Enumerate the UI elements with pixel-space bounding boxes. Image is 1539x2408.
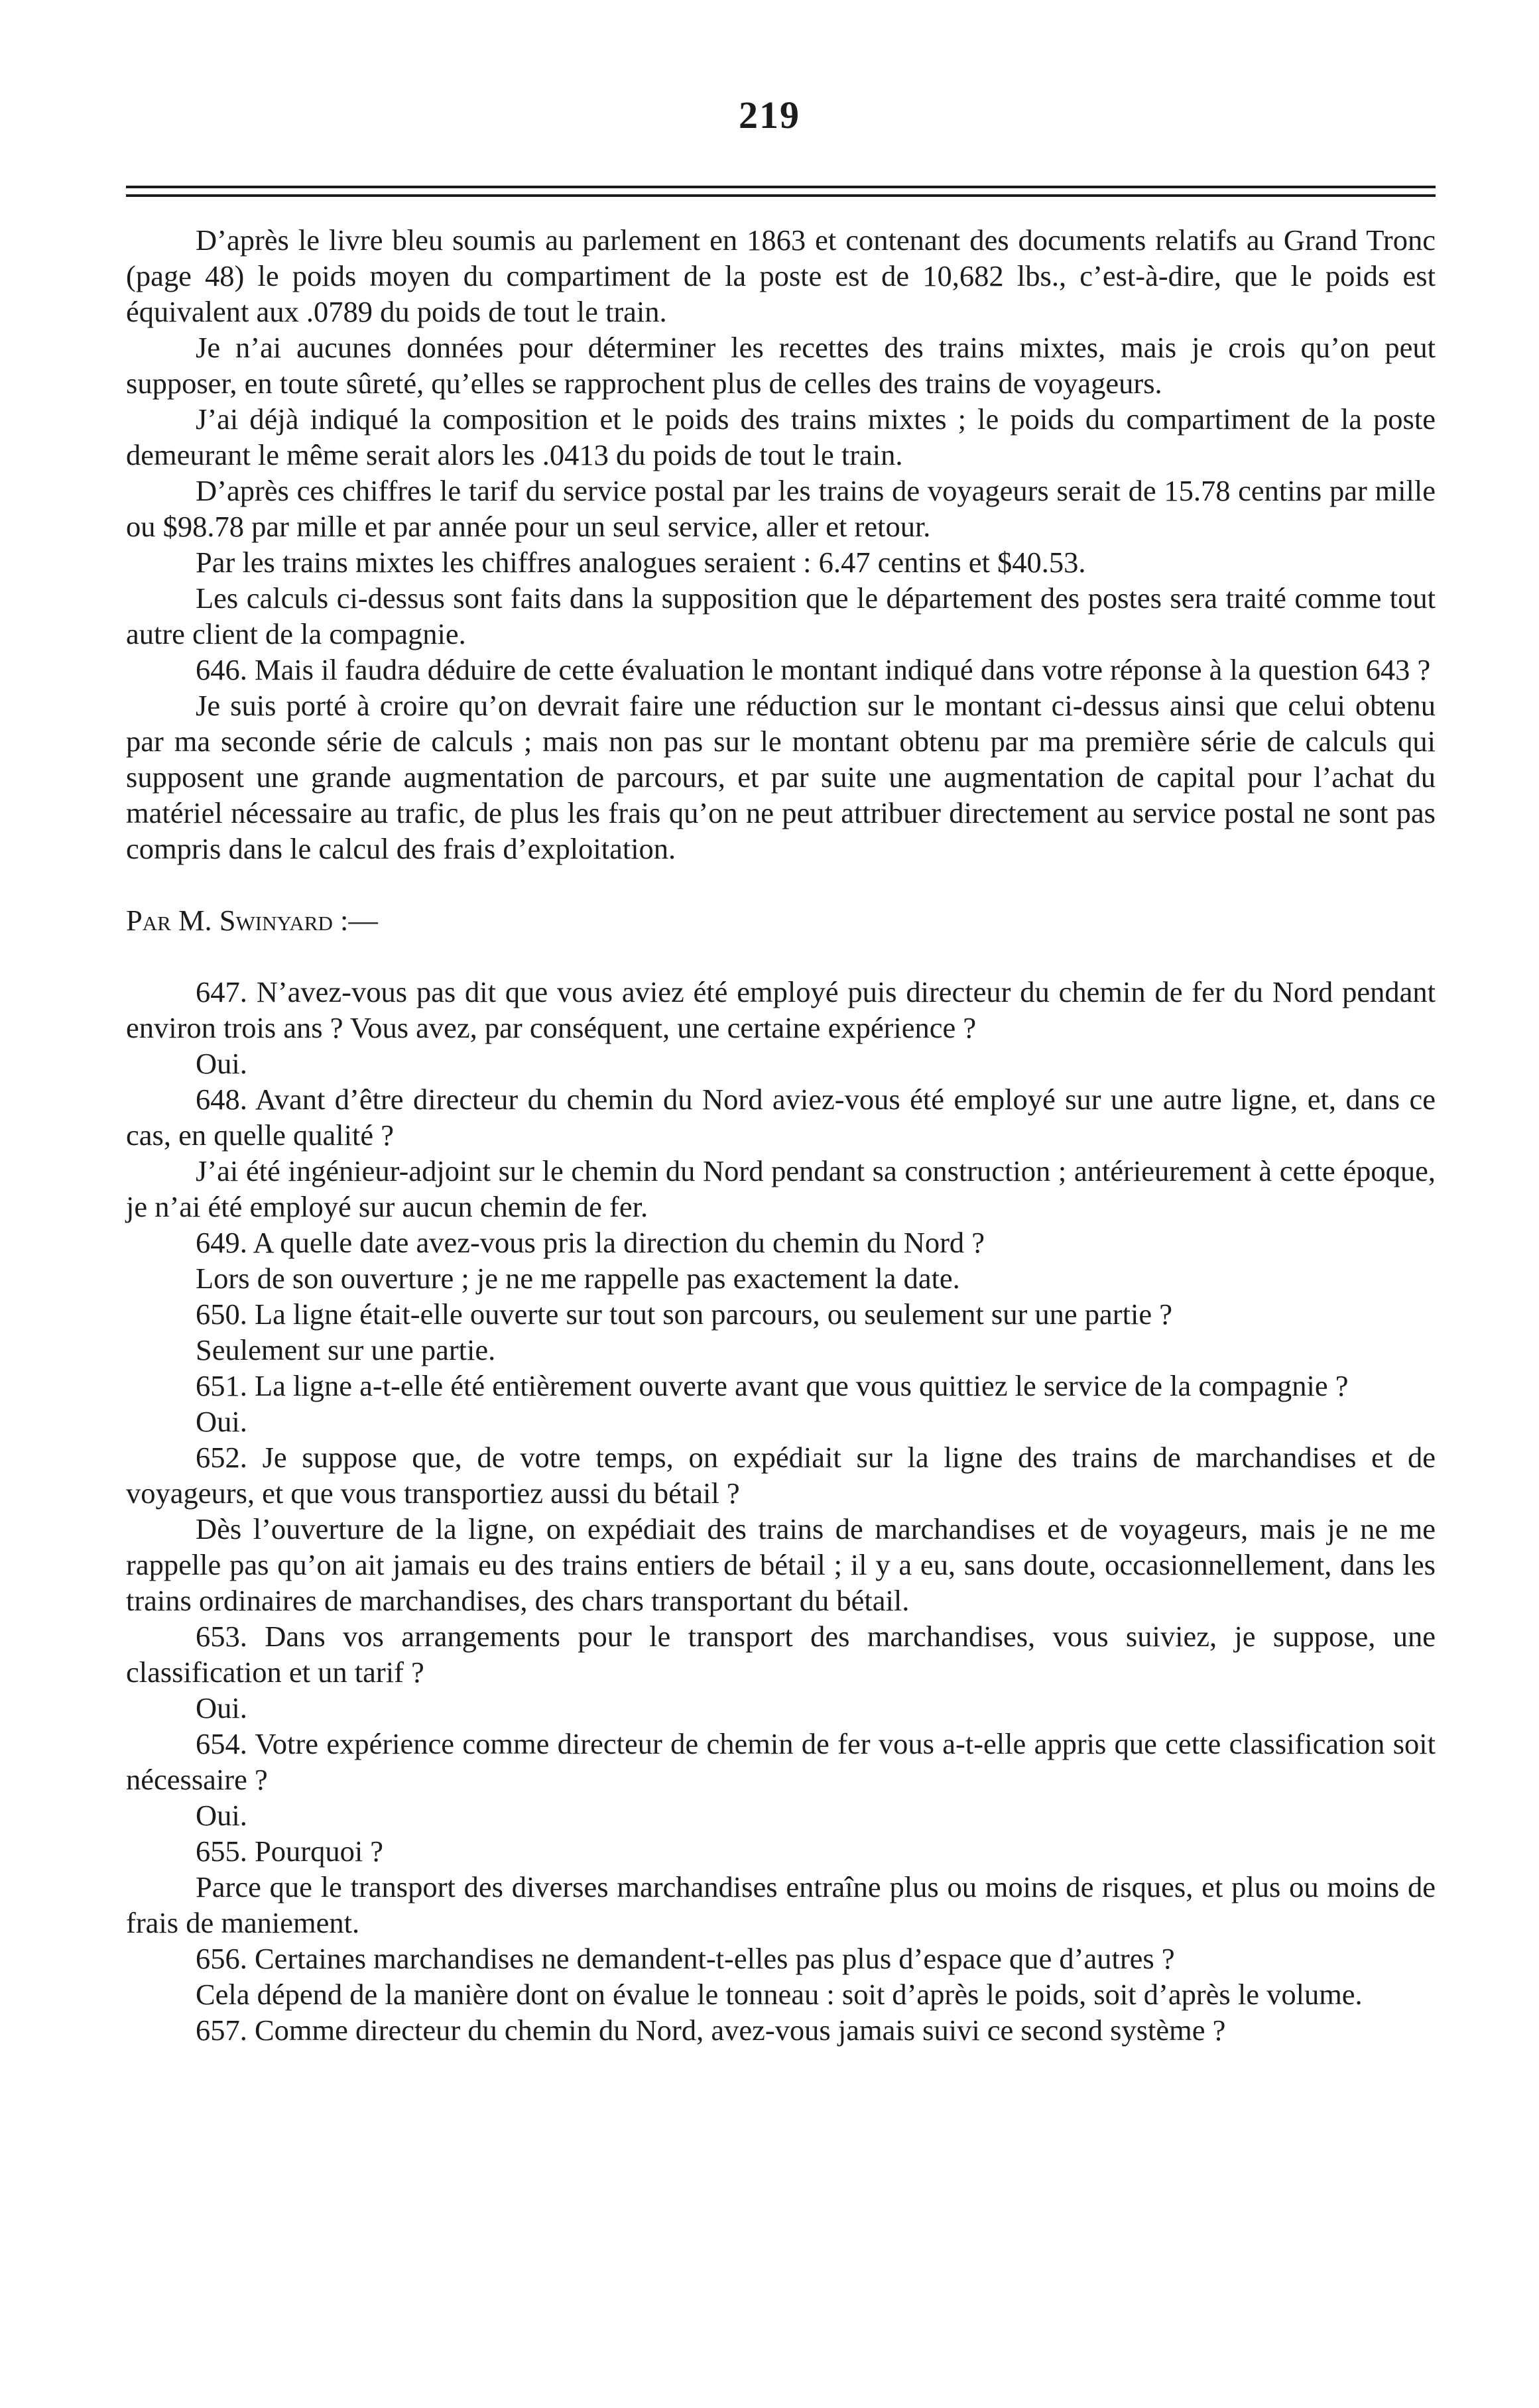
question-655: 655. Pourquoi ?: [196, 1835, 384, 1868]
paragraph: Les calculs ci-dessus sont faits dans la supposition que le département des postes sera traité comme tout autre client de la compagnie.: [126, 581, 1436, 650]
answer-656: Cela dépend de la manière dont on évalue le tonneau : soit d’après le poids, soit d’après le volume.: [196, 1978, 1363, 2011]
answer-646: Je suis porté à croire qu’on devrait faire une réduction sur le montant ci-dessus ainsi que celui obtenu par ma seconde série de calculs ; mais non pas sur le montant obtenu par ma première série de calculs qui supposent une grande augmentation de parcours, et par suite une augmentation de capital pour l’achat du matériel nécessaire au trafic, de plus les frais qu’on ne peut attribuer directement au service postal ne sont pas compris dans le calcul des frais d’exploitation.: [126, 689, 1436, 865]
paragraph: Par les trains mixtes les chiffres analogues seraient : 6.47 centins et $40.53.: [196, 546, 1086, 579]
paragraph: D’après ces chiffres le tarif du service postal par les trains de voyageurs serait de 15.78 centins par mille ou $98.78 par mille et par année pour un seul service, aller et retour.: [126, 474, 1436, 543]
question-649: 649. A quelle date avez-vous pris la direction du chemin du Nord ?: [196, 1226, 985, 1259]
question-651: 651. La ligne a-t-elle été entièrement ouverte avant que vous quittiez le service de la compagnie ?: [196, 1369, 1349, 1402]
question-656: 656. Certaines marchandises ne demandent-t-elles pas plus d’espace que d’autres ?: [196, 1942, 1175, 1975]
answer-647: Oui.: [196, 1047, 247, 1080]
question-657: 657. Comme directeur du chemin du Nord, avez-vous jamais suivi ce second système ?: [196, 2014, 1226, 2047]
answer-649: Lors de son ouverture ; je ne me rappelle pas exactement la date.: [196, 1262, 960, 1295]
question-646: 646. Mais il faudra déduire de cette évaluation le montant indiqué dans votre réponse à la question 643 ?: [196, 653, 1431, 686]
header-double-rule: [126, 186, 1436, 197]
paragraph: D’après le livre bleu soumis au parlement en 1863 et contenant des documents relatifs au Grand Tronc (page 48) le poids moyen du compartiment de la poste est de 10,682 lbs., c’est-à-dire, que le poids est équivalent aux .0789 du poids de tout le train.: [126, 223, 1436, 328]
section-heading: Par M. Swinyard :—: [126, 904, 378, 937]
question-652: 652. Je suppose que, de votre temps, on expédiait sur la ligne des trains de marchandises et de voyageurs, et que vous transportiez aussi du bétail ?: [126, 1441, 1436, 1510]
answer-653: Oui.: [196, 1691, 247, 1724]
question-653: 653. Dans vos arrangements pour le transport des marchandises, vous suiviez, je suppose, une classification et un tarif ?: [126, 1620, 1436, 1689]
answer-655: Parce que le transport des diverses marchandises entraîne plus ou moins de risques, et plus ou moins de frais de maniement.: [126, 1870, 1436, 1939]
page-number: 219: [739, 93, 800, 137]
answer-651: Oui.: [196, 1405, 247, 1438]
body-text: [126, 222, 1436, 2048]
answer-654: Oui.: [196, 1799, 247, 1832]
paragraph: Je n’ai aucunes données pour déterminer les recettes des trains mixtes, mais je crois qu’on peut supposer, en toute sûreté, qu’elles se rapprochent plus de celles des trains de voyageurs.: [126, 331, 1436, 400]
question-654: 654. Votre expérience comme directeur de chemin de fer vous a-t-elle appris que cette classification soit nécessaire ?: [126, 1727, 1436, 1796]
answer-648: J’ai été ingénieur-adjoint sur le chemin du Nord pendant sa construction ; antérieurement à cette époque, je n’ai été employé sur aucun chemin de fer.: [126, 1154, 1436, 1223]
question-650: 650. La ligne était-elle ouverte sur tout son parcours, ou seulement sur une partie ?: [196, 1297, 1172, 1331]
answer-652: Dès l’ouverture de la ligne, on expédiait des trains de marchandises et de voyageurs, mais je ne me rappelle pas qu’on ait jamais eu des trains entiers de bétail ; il y a eu, sans doute, occasionnellement, dans les trains ordinaires de marchandises, des chars transportant du bétail.: [126, 1512, 1436, 1617]
answer-650: Seulement sur une partie.: [196, 1333, 496, 1366]
question-647: 647. N’avez-vous pas dit que vous aviez été employé puis directeur du chemin de fer du Nord pendant environ trois ans ? Vous avez, par conséquent, une certaine expérience ?: [126, 975, 1436, 1044]
question-648: 648. Avant d’être directeur du chemin du Nord aviez-vous été employé sur une autre ligne, et, dans ce cas, en quelle qualité ?: [126, 1083, 1436, 1152]
paragraph: J’ai déjà indiqué la composition et le poids des trains mixtes ; le poids du compartiment de la poste demeurant le même serait alors les .0413 du poids de tout le train.: [126, 402, 1436, 471]
